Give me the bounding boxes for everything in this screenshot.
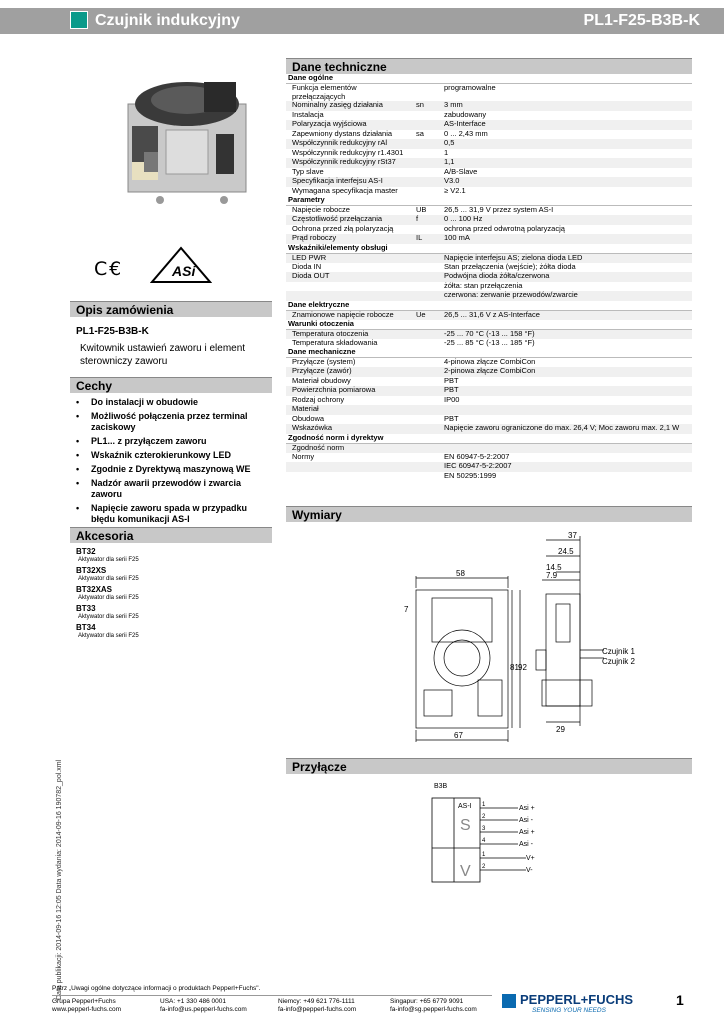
- tech-symbol: [414, 462, 442, 472]
- tech-symbol: sn: [414, 101, 442, 111]
- tech-label: [286, 462, 414, 472]
- dim-7-9: 7.9: [546, 571, 558, 580]
- footer-note: Patrz „Uwagi ogólne dotyczące informacji o produktach Pepperl+Fuchs".: [52, 985, 261, 992]
- tech-label: [286, 472, 414, 482]
- tech-value: ochrona przed odwrotną polaryzacją: [444, 223, 565, 233]
- tech-value: AS-Interface: [442, 120, 692, 130]
- tech-label: Ochrona przed złą polaryzacją: [292, 223, 394, 233]
- tech-value: 0 ... 2,43 mm: [444, 128, 488, 138]
- accessory-name: BT32: [76, 547, 96, 556]
- tech-group-label: Warunki otoczenia: [286, 320, 692, 330]
- accessory-name: BT32XS: [76, 566, 107, 575]
- features-list: [76, 397, 272, 528]
- tech-symbol: [414, 168, 442, 178]
- dim-14-5: 14.5: [546, 563, 562, 572]
- tech-value: A/B-Slave: [444, 166, 478, 176]
- tech-value: 1,1: [442, 158, 692, 168]
- tech-label: Typ slave: [292, 166, 324, 176]
- dim-58: 58: [456, 569, 465, 578]
- tech-symbol: [414, 443, 442, 453]
- tech-label: Wskazówka: [286, 424, 414, 434]
- page-number: 1: [676, 992, 684, 1008]
- tech-value: żółta: stan przełączenia: [444, 280, 523, 290]
- tech-label: Dioda IN: [292, 261, 322, 271]
- tech-label: Przyłącze (system): [292, 357, 356, 366]
- pin-asi-minus-1: Asi -: [519, 817, 533, 824]
- tech-row: [286, 84, 692, 102]
- tech-value: 26,5 ... 31,6 V z AS-Interface: [442, 310, 692, 320]
- svg-text:1: 1: [482, 802, 486, 808]
- publication-info: Data publikacji: 2014-09-16 12:05 Data wydania: 2014-09-16 190782_pol.xml: [56, 759, 63, 1000]
- tech-group-label: Parametry: [286, 196, 692, 206]
- pepperl-fuchs-logo: [502, 992, 677, 1016]
- tech-row: [286, 472, 692, 482]
- svg-text:ASi: ASi: [172, 263, 196, 279]
- dim-81: 81: [510, 663, 519, 672]
- tech-value: Podwójna dioda żółta/czerwona: [442, 272, 692, 282]
- tech-value: IEC 60947-5-2:2007: [442, 462, 692, 472]
- tech-label: Powierzchnia pomiarowa: [286, 386, 414, 396]
- tech-value: 3 mm: [442, 101, 692, 111]
- tech-label: Współczynnik redukcyjny r1.4301: [292, 147, 404, 157]
- tech-label: Współczynnik redukcyjny rAl: [286, 139, 414, 149]
- s-symbol: S: [460, 817, 471, 834]
- product-code: PL1-F25-B3B-K: [583, 12, 700, 29]
- tech-value: V3.0: [442, 177, 692, 187]
- tech-label: Funkcja elementów przełączających: [292, 83, 357, 101]
- tech-value: Stan przełączenia (wejście); żółta dioda: [444, 261, 576, 271]
- tech-value: 2-pinowa złącze CombiCon: [442, 367, 692, 377]
- accessories-list: [76, 547, 139, 642]
- tech-label: Rodzaj ochrony: [292, 394, 345, 404]
- footer-col-usa: [160, 998, 247, 1014]
- v-symbol: V: [460, 863, 471, 880]
- tech-symbol: IL: [414, 234, 442, 244]
- tech-value: 26,5 ... 31,9 V przez system AS-I: [444, 205, 554, 214]
- tech-symbol: [414, 177, 442, 187]
- pin-asi-plus-2: Asi +: [519, 829, 535, 836]
- page-header: [0, 0, 724, 40]
- footer-sg-phone: Singapur: +65 6779 9091: [390, 998, 464, 1005]
- feature-item: • Możliwość połączenia przez terminal zaciskowy: [76, 411, 272, 433]
- tech-symbol: [414, 377, 442, 387]
- dim-7: 7: [404, 605, 409, 614]
- dim-24-5: 24.5: [558, 547, 574, 556]
- order-code: PL1-F25-B3B-K: [76, 326, 149, 337]
- tech-value: PBT: [444, 375, 459, 385]
- footer-usa-email[interactable]: fa-info@us.pepperl-fuchs.com: [160, 1006, 247, 1013]
- tech-value: 0,5: [442, 139, 692, 149]
- footer-company: Grupa Pepperl+Fuchs: [52, 998, 116, 1005]
- tech-label: Specyfikacja interfejsu AS-I: [286, 177, 414, 187]
- tech-symbol: [414, 149, 442, 159]
- order-description: Kwitownik ustawień zaworu i element sterowniczy zaworu: [80, 343, 246, 367]
- tech-group-header: [286, 301, 692, 311]
- tech-symbol: sa: [416, 128, 424, 138]
- footer-de-email[interactable]: fa-info@pepperl-fuchs.com: [278, 1006, 357, 1013]
- asi-label: AS-I: [458, 803, 472, 810]
- footer-col-group: [52, 998, 121, 1014]
- tech-symbol: [414, 453, 442, 463]
- tech-value: programowalne: [444, 83, 496, 92]
- tech-symbol: [414, 263, 442, 273]
- connection-diagram: [426, 778, 566, 888]
- logo-slogan: SENSING YOUR NEEDS: [532, 1007, 606, 1014]
- tech-row: [286, 396, 692, 406]
- dimensions-section-title: Wymiary: [286, 506, 692, 522]
- tech-symbol: [414, 339, 442, 349]
- tech-value: EN 60947-5-2:2007: [444, 451, 510, 461]
- tech-symbol: [414, 187, 442, 197]
- tech-value: IP00: [444, 394, 460, 404]
- tech-label: Instalacja: [292, 109, 324, 119]
- feature-item: • Zgodnie z Dyrektywą maszynową WE: [76, 464, 272, 475]
- tech-value: zabudowany: [444, 109, 487, 119]
- connection-section-title: Przyłącze: [286, 758, 692, 774]
- dimension-drawing: [386, 530, 692, 750]
- feature-item: • Napięcie zaworu spada w przypadku błędu komunikacji AS-I: [76, 503, 272, 525]
- tech-symbol: [414, 272, 442, 282]
- tech-group-header: [286, 320, 692, 330]
- accessory-desc: Aktywator dla serii F25: [78, 595, 139, 601]
- dim-29: 29: [556, 725, 565, 734]
- footer-usa-phone: USA: +1 330 486 0001: [160, 998, 226, 1005]
- tech-label: Polaryzacja wyjściowa: [286, 120, 414, 130]
- tech-label: Obudowa: [292, 413, 325, 423]
- tech-row: [286, 386, 692, 396]
- tech-section-title: Dane techniczne: [286, 58, 692, 74]
- svg-text:4: 4: [482, 838, 486, 844]
- footer-col-de: [278, 998, 356, 1014]
- tech-row: [286, 405, 692, 415]
- tech-group-header: [286, 244, 692, 254]
- tech-value: Napięcie zaworu ograniczone do max. 26,4 V; Moc zaworu max. 2,1 W: [442, 424, 692, 434]
- feature-item: • Wskaźnik czterokierunkowy LED: [76, 450, 272, 461]
- tech-symbol: UB: [416, 205, 427, 214]
- accessory-desc: Aktywator dla serii F25: [78, 576, 139, 582]
- accessories-section-title: Akcesoria: [70, 527, 272, 543]
- svg-text:2: 2: [482, 814, 486, 820]
- tech-value: [442, 405, 692, 415]
- tech-label: Materiał obudowy: [292, 375, 351, 385]
- pin-asi-minus-2: Asi -: [519, 841, 533, 848]
- tech-value: 0 ... 100 Hz: [442, 215, 692, 225]
- page-title: Czujnik indukcyjny: [95, 12, 240, 29]
- product-photo: [112, 64, 260, 214]
- tech-row: [286, 158, 692, 168]
- asi-logo: [150, 246, 212, 284]
- tech-symbol: [414, 386, 442, 396]
- tech-group-label: Dane mechaniczne: [286, 348, 692, 358]
- tech-row: [286, 187, 692, 197]
- accessory-name: BT32XAS: [76, 585, 113, 594]
- tech-group-label: Zgodność norm i dyrektyw: [286, 434, 692, 444]
- tech-label: Wymagana specyfikacja master: [292, 185, 398, 195]
- tech-label: Nominalny zasięg działania: [286, 101, 414, 111]
- tech-group-label: Dane elektryczne: [286, 301, 692, 311]
- tech-symbol: [414, 405, 442, 415]
- footer-de-phone: Niemcy: +49 621 776-1111: [278, 998, 355, 1005]
- tech-row: [286, 225, 692, 235]
- tech-label: Prąd roboczy: [286, 234, 414, 244]
- tech-symbol: [414, 291, 442, 301]
- tech-value: czerwona: zerwanie przewodów/zwarcie: [442, 291, 692, 301]
- tech-symbol: [414, 472, 442, 482]
- accessory-desc: Aktywator dla serii F25: [78, 614, 139, 620]
- tech-label: Zgodność norm: [286, 443, 414, 453]
- footer-col-sg: [390, 998, 477, 1014]
- tech-row: [286, 101, 692, 111]
- tech-label: Przyłącze (zawór): [286, 367, 414, 377]
- tech-data-table: [286, 74, 692, 481]
- features-section-title: Cechy: [70, 377, 272, 393]
- svg-text:3: 3: [482, 826, 486, 832]
- accessory-desc: Aktywator dla serii F25: [78, 633, 139, 639]
- tech-symbol: [414, 396, 442, 406]
- tech-symbol: [414, 424, 442, 434]
- tech-symbol: Ue: [414, 310, 442, 320]
- tech-symbol: [414, 329, 442, 339]
- tech-label: Napięcie robocze: [292, 205, 350, 214]
- pin-v-plus: V+: [526, 855, 535, 862]
- dim-67: 67: [454, 731, 463, 740]
- feature-item: • Do instalacji w obudowie: [76, 397, 272, 408]
- tech-label: Częstotliwość przełączania: [286, 215, 414, 225]
- footer-sg-email[interactable]: fa-info@sg.pepperl-fuchs.com: [390, 1006, 477, 1013]
- sensor-1-label: Czujnik 1: [602, 647, 635, 656]
- header-square-icon: [70, 11, 88, 29]
- tech-value: 1: [444, 147, 449, 157]
- tech-value: Napięcie interfejsu AS; zielona dioda LED: [442, 253, 692, 263]
- tech-value: ≥ V2.1: [444, 185, 466, 195]
- tech-symbol: [414, 282, 442, 292]
- tech-value: -25 ... 85 °C (-13 ... 185 °F): [444, 337, 535, 347]
- tech-label: Temperatura otoczenia: [286, 329, 414, 339]
- tech-value: PBT: [444, 413, 459, 423]
- footer-divider: [52, 995, 492, 996]
- tech-group-label: Wskaźniki/elementy obsługi: [286, 244, 692, 254]
- connection-label: B3B: [434, 783, 448, 790]
- tech-symbol: [414, 139, 442, 149]
- tech-label: Znamionowe napięcie robocze: [286, 310, 414, 320]
- pin-v-minus: V-: [526, 867, 533, 874]
- tech-label: Temperatura składowania: [292, 337, 378, 347]
- feature-item: • Nadzór awarii przewodów i zwarcia zaworu: [76, 478, 272, 500]
- tech-symbol: f: [414, 215, 442, 225]
- footer-website[interactable]: www.pepperl-fuchs.com: [52, 1006, 121, 1013]
- tech-symbol: [414, 158, 442, 168]
- tech-label: Normy: [292, 451, 315, 461]
- tech-value: PBT: [442, 386, 692, 396]
- tech-label: [286, 282, 414, 292]
- tech-symbol: [414, 358, 442, 368]
- ce-mark: C €: [94, 258, 122, 280]
- tech-label: LED PWR: [286, 253, 414, 263]
- tech-symbol: [414, 367, 442, 377]
- sensor-2-label: Czujnik 2: [602, 657, 635, 666]
- tech-label: Dioda OUT: [286, 272, 414, 282]
- tech-value: -25 ... 70 °C (-13 ... 158 °F): [442, 329, 692, 339]
- dim-37: 37: [568, 531, 577, 540]
- svg-text:2: 2: [482, 864, 486, 870]
- tech-label: Współczynnik redukcyjny rSt37: [286, 158, 414, 168]
- accessory-name: BT34: [76, 623, 96, 632]
- accessory-name: BT33: [76, 604, 96, 613]
- accessory-desc: Aktywator dla serii F25: [78, 557, 139, 563]
- tech-value: EN 50295:1999: [444, 470, 497, 480]
- tech-group-header: [286, 434, 692, 444]
- logo-text: PEPPERL+FUCHS: [520, 992, 634, 1007]
- tech-symbol: [414, 111, 442, 121]
- tech-value: 100 mA: [442, 234, 692, 244]
- tech-label: Zapewniony dystans działania: [292, 128, 393, 138]
- pin-asi-plus-1: Asi +: [519, 805, 535, 812]
- svg-text:1: 1: [482, 852, 486, 858]
- feature-item: • PL1... z przyłączem zaworu: [76, 436, 272, 447]
- dim-92: 92: [518, 663, 527, 672]
- tech-label: Materiał: [286, 405, 414, 415]
- tech-group-label: Dane ogólne: [286, 74, 692, 84]
- tech-symbol: [414, 253, 442, 263]
- tech-value: 4-pinowa złącze CombiCon: [444, 357, 536, 366]
- tech-symbol: [414, 415, 442, 425]
- tech-symbol: [414, 84, 442, 102]
- order-section-title: Opis zamówienia: [70, 301, 272, 317]
